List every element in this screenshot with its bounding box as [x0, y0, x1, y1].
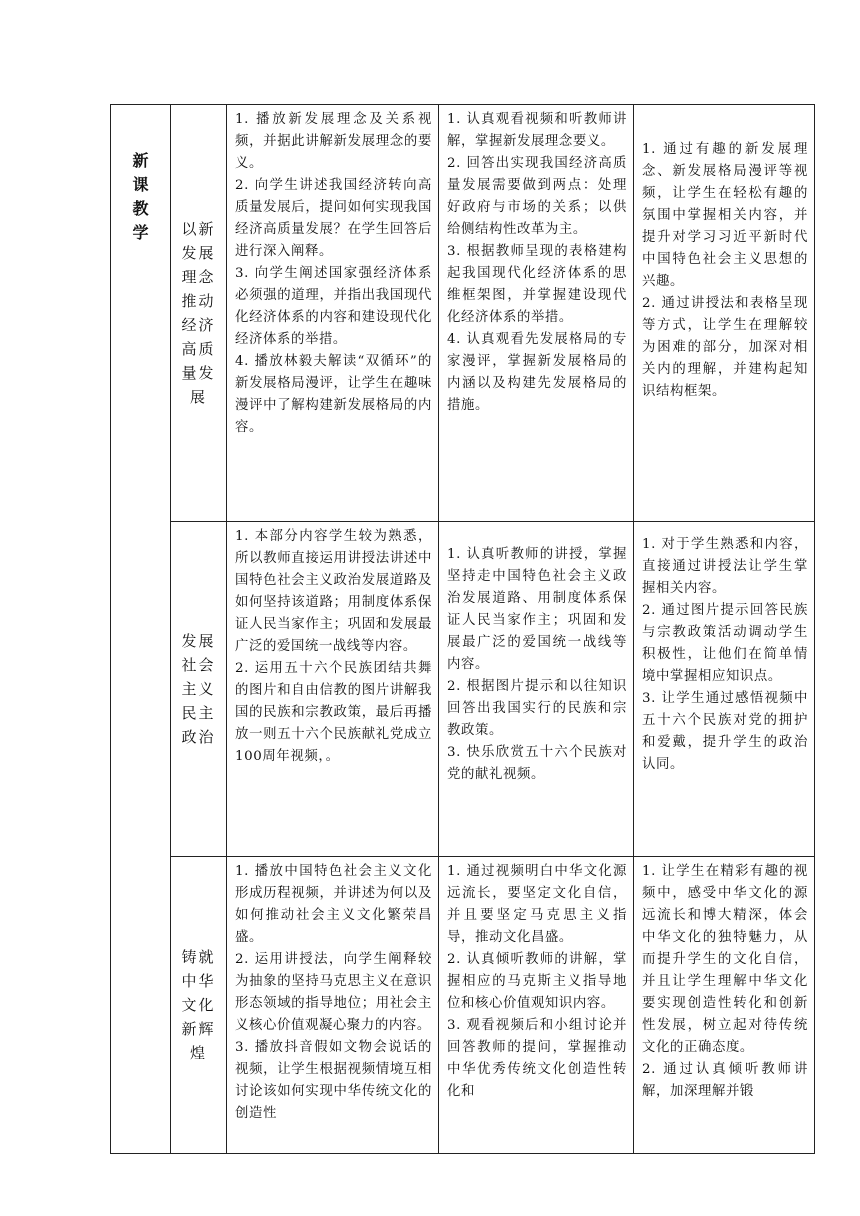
list-item: 2. 通过认真倾听教师讲解，加深理解并锻: [642, 1062, 808, 1099]
list-item: 3. 让学生通过感悟视频中五十六个民族对党的拥护和爱戴，提升学生的政治认同。: [642, 691, 808, 772]
list-item: 2. 向学生讲述我国经济转向高质量发展后，提问如何实现我国经济高质量发展？在学生回答后进行深入阐释。: [235, 178, 432, 259]
list-item: 1. 通过有趣的新发展理念、新发展格局漫评等视频，让学生在轻松有趣的氛围中掌握相关内容，并提升对学习习近平新时代中国特色社会主义思想的兴趣。: [642, 142, 808, 289]
list-item: 1. 通过视频明白中华文化源远流长，要坚定文化自信，并且要坚定马克思主义指导，推动文化昌盛。: [447, 864, 627, 945]
topic-label: 发展社会主义民主政治: [181, 632, 216, 746]
topic-label: 铸就中华文化新辉煌: [181, 948, 216, 1062]
list-item: 4. 认真观看先发展格局的专家漫评，掌握新发展格局的内涵以及构建先发展格局的措施。: [447, 332, 627, 413]
lesson-table: [110, 104, 815, 1154]
list-item: 1. 播放新发展理念及关系视频，并据此讲解新发展理念的要义。: [235, 112, 432, 171]
topic-cell: [171, 857, 227, 1154]
student-activity-cell: [439, 857, 634, 1154]
section-label: 新 课 教 学: [132, 151, 163, 242]
teacher-activity-cell: [227, 857, 439, 1154]
list-item: 1. 认真听教师的讲授，掌握坚持走中国特色社会主义政治发展道路、用制度体系保证人民当家作主；巩固和发展最广泛的爱国统一战线等内容。: [447, 547, 627, 672]
list-item: 4. 播放林毅夫解读“双循环”的新发展格局漫评，让学生在趣味漫评中了解构建新发展格局的内容。: [235, 354, 432, 435]
list-item: 1. 播放中国特色社会主义文化形成历程视频，并讲述为何以及如何推动社会主义文化繁荣昌盛。: [235, 864, 432, 945]
design-intent-cell: [634, 857, 815, 1154]
list-item: 2. 运用五十六个民族团结共舞的图片和自由信教的图片讲解我国的民族和宗教政策，最后再播放一则五十六个民族献礼党成立100周年视频，。: [235, 661, 432, 764]
teacher-activity-cell: [227, 105, 439, 522]
list-item: 1. 本部分内容学生较为熟悉，所以教师直接运用讲授法讲述中国特色社会主义政治发展道路及如何坚持该道路；用制度体系保证人民当家作主；巩固和发展最广泛的爱国统一战线等内容。: [235, 529, 432, 654]
topic-label: 以新发展理念推动经济高质量发展: [181, 220, 216, 406]
design-intent-cell: [634, 522, 815, 857]
list-item: 2. 认真倾听教师的讲解，掌握相应的马克斯主义指导地位和核心价值观知识内容。: [447, 952, 627, 1011]
section-label-cell: [111, 105, 171, 1154]
list-item: 2. 回答出实现我国经济高质量发展需要做到两点：处理好政府与市场的关系；以供给侧结构性改革为主。: [447, 156, 627, 237]
list-item: 1. 对于学生熟悉和内容，直接通过讲授法让学生掌握相关内容。: [642, 537, 808, 596]
table-row: [111, 857, 815, 1154]
topic-cell: [171, 105, 227, 522]
teacher-activity-cell: [227, 522, 439, 857]
table-row: [111, 522, 815, 857]
list-item: 3. 根据教师呈现的表格建构起我国现代化经济体系的思维框架图，并掌握建设现代化经济体系的举措。: [447, 244, 627, 325]
list-item: 2. 运用讲授法，向学生阐释较为抽象的坚持马克思主义在意识形态领域的指导地位；用社会主义核心价值观凝心聚力的内容。: [235, 952, 432, 1033]
list-item: 2. 通过图片提示回答民族与宗教政策活动调动学生积极性，让他们在简单情境中掌握相应知识点。: [642, 603, 808, 684]
list-item: 2. 根据图片提示和以往知识回答出我国实行的民族和宗教政策。: [447, 679, 627, 738]
student-activity-cell: [439, 522, 634, 857]
list-item: 1. 认真观看视频和听教师讲解，掌握新发展理念要义。: [447, 112, 627, 149]
table-row: [111, 105, 815, 522]
list-item: 3. 观看视频后和小组讨论并回答教师的提问，掌握推动中华优秀传统文化创造性转化和: [447, 1018, 627, 1099]
topic-cell: [171, 522, 227, 857]
student-activity-cell: [439, 105, 634, 522]
design-intent-cell: [634, 105, 815, 522]
list-item: 3. 播放抖音假如文物会说话的视频，让学生根据视频情境互相讨论该如何实现中华传统文化的创造性: [235, 1040, 432, 1121]
list-item: 3. 快乐欣赏五十六个民族对党的献礼视频。: [447, 745, 627, 782]
list-item: 1. 让学生在精彩有趣的视频中，感受中华文化的源远流长和博大精深，体会中华文化的独特魅力，从而提升学生的文化自信，并且让学生理解中华文化要实现创造性转化和创新性发展，树立起对待传统文化的正确态度。: [642, 864, 808, 1055]
list-item: 3. 向学生阐述国家强经济体系必须强的道理，并指出我国现代化经济体系的内容和建设现代化经济体系的举措。: [235, 266, 432, 347]
list-item: 2. 通过讲授法和表格呈现等方式，让学生在理解较为困难的部分，加深对相关内的理解，并建构起知识结构框架。: [642, 296, 808, 399]
